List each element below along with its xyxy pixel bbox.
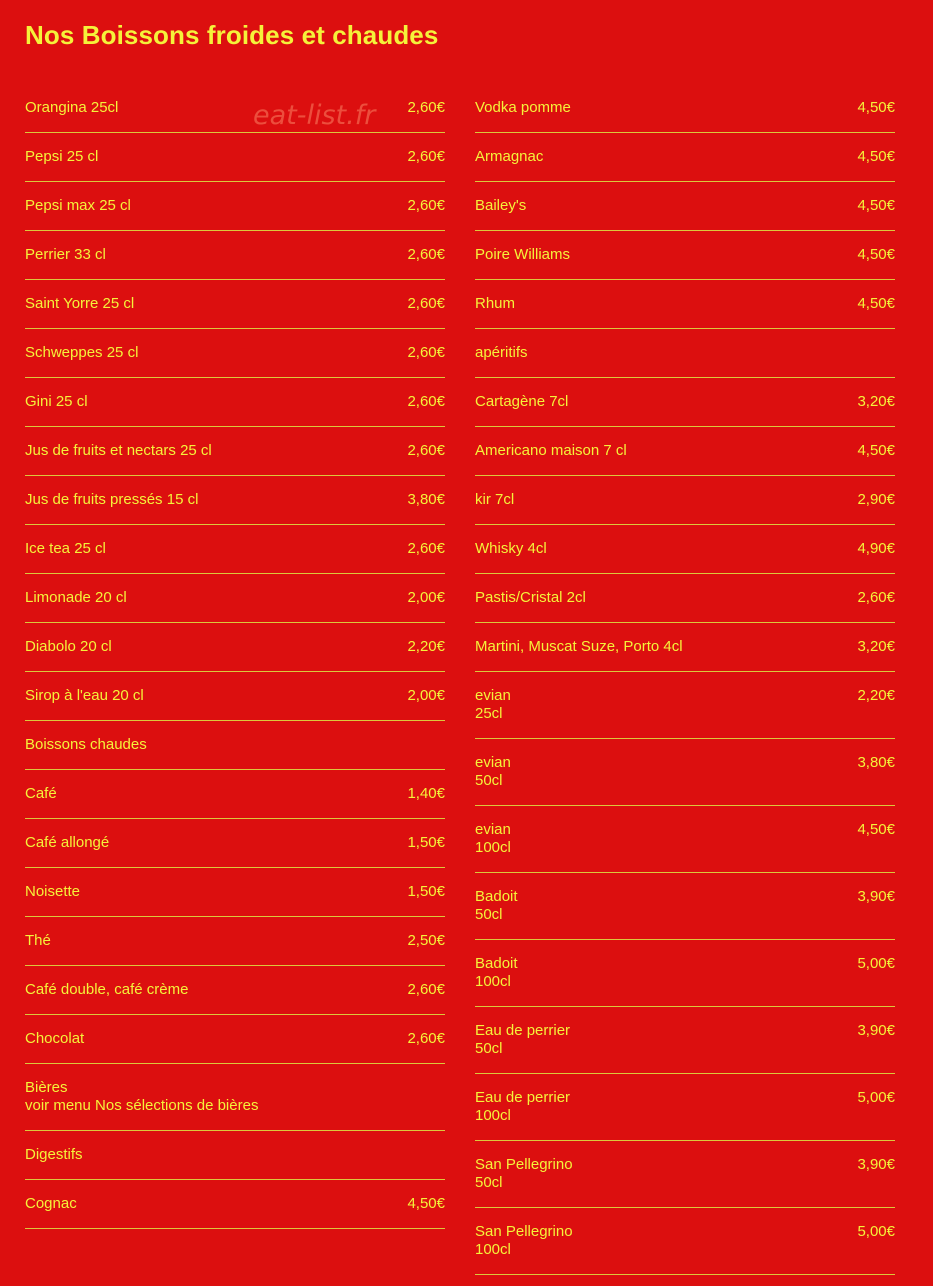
menu-item-name: Pastis/Cristal 2cl (475, 589, 586, 606)
menu-item (475, 873, 895, 940)
menu-item-name: Café (25, 785, 57, 802)
menu-item-name: Jus de fruits pressés 15 cl (25, 491, 199, 508)
menu-item-name: Badoit (475, 955, 518, 972)
menu-item-price: 3,80€ (857, 754, 895, 771)
menu-item-price: 4,50€ (857, 197, 895, 214)
menu-item-label-group (475, 393, 568, 411)
menu-item-price: 3,80€ (407, 491, 445, 508)
menu-item-name: Café double, café crème (25, 981, 189, 998)
menu-item-price: 2,20€ (407, 638, 445, 655)
menu-item-name: Americano maison 7 cl (475, 442, 627, 459)
menu-item (25, 721, 445, 770)
menu-item (25, 476, 445, 525)
menu-item-name: apéritifs (475, 344, 528, 361)
menu-item-label-group (25, 197, 131, 215)
menu-item-price: 2,50€ (407, 932, 445, 949)
menu-item-name: Perrier 33 cl (25, 246, 106, 263)
menu-item-label-group (475, 99, 571, 117)
page-title: Nos Boissons froides et chaudes (25, 20, 439, 50)
menu-item-name: Boissons chaudes (25, 736, 147, 753)
menu-item-detail: 50cl (475, 1174, 503, 1191)
menu-item-label-group (475, 148, 543, 166)
menu-item-name: Sirop à l'eau 20 cl (25, 687, 144, 704)
menu-item (25, 133, 445, 182)
menu-item-price: 3,90€ (857, 1022, 895, 1039)
menu-item-name: Vodka pomme (475, 99, 571, 116)
menu-item (25, 966, 445, 1015)
menu-item (25, 623, 445, 672)
menu-item-name: Saint Yorre 25 cl (25, 295, 135, 312)
menu-item-price: 1,50€ (407, 834, 445, 851)
menu-item-label-group (25, 687, 144, 705)
menu-item (25, 1131, 445, 1180)
menu-item-price: 4,50€ (857, 295, 895, 312)
menu-item-price: 2,60€ (407, 393, 445, 410)
menu-item-label-group (475, 540, 547, 558)
menu-item-label-group (25, 736, 147, 754)
menu-item-name: Noisette (25, 883, 81, 900)
menu-item (475, 739, 895, 806)
menu-item (25, 1064, 445, 1131)
menu-item (475, 1007, 895, 1074)
menu-item-price: 3,20€ (857, 393, 895, 410)
menu-item (25, 280, 445, 329)
menu-item-name: Eau de perrier (475, 1089, 571, 1106)
menu-item-name: Pepsi 25 cl (25, 148, 99, 165)
menu-item-detail: 25cl (475, 705, 503, 722)
menu-item-price: 2,60€ (407, 1030, 445, 1047)
menu-item-label-group (25, 148, 98, 166)
menu-item-detail: 100cl (475, 1241, 511, 1258)
menu-item-name: Gini 25 cl (25, 393, 88, 410)
menu-item (475, 525, 895, 574)
left-menu-column (25, 84, 445, 1229)
menu-item-label-group (475, 1089, 570, 1125)
menu-item-price: 2,60€ (407, 246, 445, 263)
menu-item-price: 2,60€ (407, 981, 445, 998)
menu-item-price: 2,60€ (407, 148, 445, 165)
menu-item-name: Diabolo 20 cl (25, 638, 112, 655)
menu-item (475, 280, 895, 329)
menu-item-price: 4,50€ (857, 148, 895, 165)
menu-item (25, 1180, 445, 1229)
menu-item-name: Martini, Muscat Suze, Porto 4cl (475, 638, 683, 655)
menu-item (475, 806, 895, 873)
menu-item (475, 133, 895, 182)
menu-item-label-group (475, 638, 683, 656)
menu-item-label-group (475, 589, 586, 607)
menu-item-label-group (25, 589, 127, 607)
menu-item-label-group (25, 344, 138, 362)
menu-item-name: Bailey's (475, 197, 527, 214)
menu-item-label-group (25, 99, 118, 117)
right-menu-column (475, 84, 895, 1275)
menu-item-name: evian (475, 687, 511, 704)
menu-item-price: 4,50€ (857, 442, 895, 459)
menu-item-name: Limonade 20 cl (25, 589, 127, 606)
menu-item-price: 2,60€ (407, 540, 445, 557)
menu-item-label-group (25, 246, 106, 264)
menu-item-price: 4,50€ (407, 1195, 445, 1212)
menu-item (25, 427, 445, 476)
menu-item-price: 3,90€ (857, 1156, 895, 1173)
menu-item-price: 2,60€ (407, 295, 445, 312)
menu-item (475, 231, 895, 280)
menu-item-label-group (475, 295, 515, 313)
menu-item-detail: 100cl (475, 839, 511, 856)
menu-item-name: San Pellegrino (475, 1156, 573, 1173)
menu-item (25, 819, 445, 868)
menu-item-name: Orangina 25cl (25, 99, 119, 116)
menu-item-price: 4,90€ (857, 540, 895, 557)
menu-item-price: 1,40€ (407, 785, 445, 802)
menu-item (25, 770, 445, 819)
menu-item (25, 182, 445, 231)
menu-item-price: 2,60€ (407, 197, 445, 214)
menu-item-price: 3,90€ (857, 888, 895, 905)
menu-item-price: 3,20€ (857, 638, 895, 655)
menu-item-name: San Pellegrino (475, 1223, 573, 1240)
menu-item (25, 84, 445, 133)
menu-item-name: evian (475, 754, 511, 771)
menu-item-price: 5,00€ (857, 1089, 895, 1106)
menu-item-label-group (475, 821, 511, 857)
menu-item-label-group (475, 197, 526, 215)
menu-item-name: Ice tea 25 cl (25, 540, 106, 557)
menu-item-price: 2,60€ (857, 589, 895, 606)
menu-item-label-group (25, 638, 112, 656)
menu-item-name: Poire Williams (475, 246, 571, 263)
menu-item (25, 231, 445, 280)
menu-item-name: Eau de perrier (475, 1022, 571, 1039)
menu-item (475, 182, 895, 231)
menu-item-price: 4,50€ (857, 99, 895, 116)
menu-item (475, 623, 895, 672)
menu-item (475, 574, 895, 623)
menu-item-price: 2,60€ (407, 99, 445, 116)
menu-item-price: 2,20€ (857, 687, 895, 704)
menu-item-label-group (475, 1022, 570, 1058)
menu-item-label-group (475, 246, 570, 264)
menu-item-name: Thé (25, 932, 51, 949)
menu-item-label-group (25, 1030, 84, 1048)
menu-item (475, 1141, 895, 1208)
menu-item-price: 2,00€ (407, 687, 445, 704)
menu-item (25, 329, 445, 378)
menu-item-price: 2,90€ (857, 491, 895, 508)
menu-item-detail: 50cl (475, 772, 503, 789)
menu-item-name: kir 7cl (475, 491, 515, 508)
menu-item (25, 574, 445, 623)
menu-item-label-group (25, 491, 198, 509)
menu-item (25, 525, 445, 574)
menu-item-price: 2,00€ (407, 589, 445, 606)
menu-item (475, 476, 895, 525)
menu-item-price: 2,60€ (407, 442, 445, 459)
menu-item-price: 4,50€ (857, 821, 895, 838)
menu-item-name: Cartagène 7cl (475, 393, 569, 410)
menu-item (475, 672, 895, 739)
menu-item (25, 868, 445, 917)
menu-item-label-group (25, 1079, 258, 1115)
menu-item-label-group (475, 1156, 573, 1192)
menu-item-label-group (25, 1146, 83, 1164)
menu-item (25, 672, 445, 721)
menu-item-label-group (475, 1223, 573, 1259)
menu-item-name: Whisky 4cl (475, 540, 547, 557)
menu-item-price: 4,50€ (857, 246, 895, 263)
menu-item-name: Bières (25, 1079, 68, 1096)
menu-item-label-group (475, 955, 518, 991)
menu-item-name: Chocolat (25, 1030, 85, 1047)
menu-item-name: Digestifs (25, 1146, 83, 1163)
menu-item (475, 940, 895, 1007)
menu-item-label-group (25, 442, 212, 460)
menu-item-label-group (475, 442, 627, 460)
menu-item (475, 427, 895, 476)
menu-item (475, 1074, 895, 1141)
menu-item-label-group (25, 932, 51, 950)
menu-item-label-group (25, 1195, 77, 1213)
menu-item-label-group (475, 491, 514, 509)
menu-item-label-group (25, 295, 134, 313)
menu-item (25, 378, 445, 427)
menu-item-detail: voir menu Nos sélections de bières (25, 1097, 259, 1114)
menu-item-detail: 50cl (475, 906, 503, 923)
menu-item-name: Jus de fruits et nectars 25 cl (25, 442, 212, 459)
menu-item-label-group (25, 883, 80, 901)
menu-item-name: Cognac (25, 1195, 77, 1212)
menu-item-label-group (475, 754, 511, 790)
menu-item (25, 1015, 445, 1064)
menu-item-price: 1,50€ (407, 883, 445, 900)
menu-item-detail: 100cl (475, 973, 511, 990)
menu-item-name: Pepsi max 25 cl (25, 197, 131, 214)
menu-item-label-group (475, 344, 528, 362)
menu-item-name: Rhum (475, 295, 516, 312)
menu-item (475, 1208, 895, 1275)
menu-item-name: Badoit (475, 888, 518, 905)
menu-item-price: 5,00€ (857, 955, 895, 972)
menu-item-label-group (25, 981, 188, 999)
menu-item-price: 2,60€ (407, 344, 445, 361)
menu-item-label-group (475, 888, 518, 924)
menu-item-price: 5,00€ (857, 1223, 895, 1240)
menu-item-label-group (25, 834, 109, 852)
menu-item-label-group (25, 785, 57, 803)
menu-item-label-group (475, 687, 511, 723)
menu-item-label-group (25, 393, 88, 411)
menu-item (25, 917, 445, 966)
menu-item-detail: 50cl (475, 1040, 503, 1057)
menu-item (475, 329, 895, 378)
menu-item (475, 378, 895, 427)
menu-item-detail: 100cl (475, 1107, 511, 1124)
menu-item-name: Armagnac (475, 148, 544, 165)
menu-item-name: Café allongé (25, 834, 110, 851)
watermark: eat-list.fr (253, 100, 376, 131)
menu-item-name: Schweppes 25 cl (25, 344, 139, 361)
menu-item-label-group (25, 540, 106, 558)
menu-item-name: evian (475, 821, 511, 838)
menu-item (475, 84, 895, 133)
